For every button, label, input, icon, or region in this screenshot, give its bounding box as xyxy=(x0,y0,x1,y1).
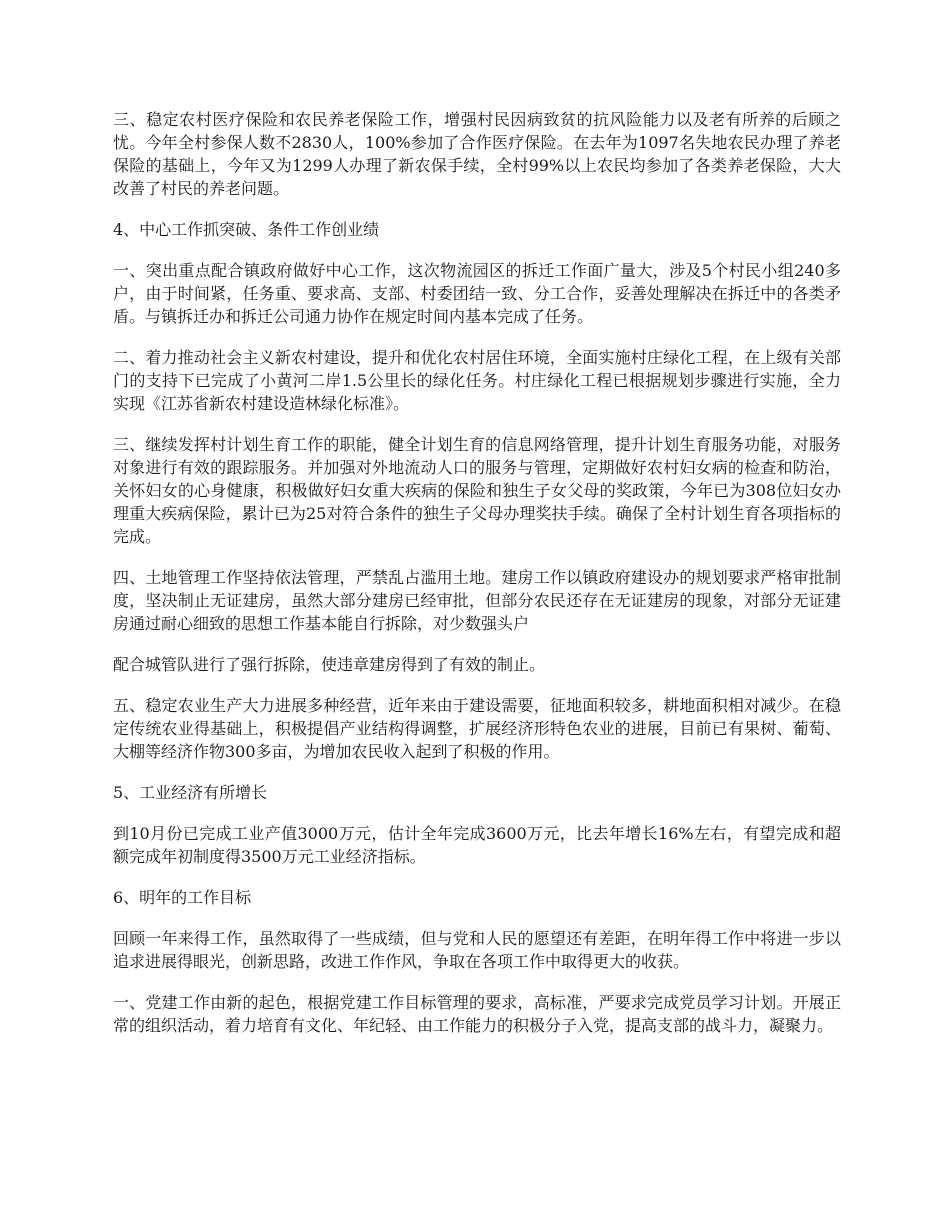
paragraph-demolition-work: 一、突出重点配合镇政府做好中心工作，这次物流园区的拆迁工作面广量大，涉及5个村民小组240多户，由于时间紧，任务重、要求高、支部、村委团结一致、分工合作，妥善处理解决在拆迁中的各类矛盾。与镇拆迁办和拆迁公司通力协作在规定时间内基本完成了任务。 xyxy=(113,261,841,326)
paragraph-land-management-continued: 配合城管队进行了强行拆除，使违章建房得到了有效的制止。 xyxy=(113,655,546,674)
paragraph-land-management: 四、土地管理工作坚持依法管理，严禁乱占滥用土地。建房工作以镇政府建设办的规划要求严格审批制度，坚决制止无证建房，虽然大部分建房已经审批，但部分农民还存在无证建房的现象，对部分无证建房通过耐心细致的思想工作基本能自行拆除，对少数强头户 xyxy=(113,568,841,633)
paragraph-family-planning: 三、继续发挥村计划生育工作的职能，健全计划生育的信息网络管理，提升计划生育服务功能，对服务对象进行有效的跟踪服务。并加强对外地流动人口的服务与管理，定期做好农村妇女病的检查和防治，关怀妇女的心身健康，积极做好妇女重大疾病的保险和独生子女父母的奖政策，今年已为308位妇女办理重大疾病保险，累计已为25对符合条件的独生子父母办理奖扶手续。确保了全村计划生育各项指标的完成。 xyxy=(113,435,841,546)
document-body xyxy=(113,108,841,1055)
paragraph-medical-pension-insurance: 三、稳定农村医疗保险和农民养老保险工作，增强村民因病致贫的抗风险能力以及老有所养的后顾之忧。今年全村参保人数不2830人，100%参加了合作医疗保险。在去年为1097名失地农民办理了养老保险的基础上，今年又为1299人办理了新农保手续，全村99%以上农民均参加了各类养老保险，大大改善了村民的养老问题。 xyxy=(113,110,841,198)
paragraph-industrial-output: 到10月份已完成工业产值3000万元，估计全年完成3600万元，比去年增长16%左右，有望完成和超额完成年初制度得3500万元工业经济指标。 xyxy=(113,824,841,866)
paragraph-new-countryside: 二、着力推动社会主义新农村建设，提升和优化农村居住环境，全面实施村庄绿化工程，在上级有关部门的支持下已完成了小黄河二岸1.5公里长的绿化任务。村庄绿化工程已根据规划步骤进行实施，全力实现《江苏省新农村建设造林绿化标准》。 xyxy=(113,348,841,413)
section-heading-5: 5、工业经济有所增长 xyxy=(113,783,268,802)
section-heading-4: 4、中心工作抓突破、条件工作创业绩 xyxy=(113,220,380,239)
paragraph-review: 回顾一年来得工作，虽然取得了一些成绩，但与党和人民的愿望还有差距，在明年得工作中将进一步以追求进展得眼光，创新思路，改进工作作风，争取在各项工作中取得更大的收获。 xyxy=(113,929,841,971)
paragraph-agriculture: 五、稳定农业生产大力进展多种经营，近年来由于建设需要，征地面积较多，耕地面积相对减少。在稳定传统农业得基础上，积极提倡产业结构得调整，扩展经济形特色农业的进展，目前已有果树、葡萄、大棚等经济作物300多亩，为增加农民收入起到了积极的作用。 xyxy=(113,696,841,761)
paragraph-party-building: 一、党建工作由新的起色，根据党建工作目标管理的要求，高标准，严要求完成党员学习计划。开展正常的组织活动，着力培育有文化、年纪轻、由工作能力的积极分子入党，提高支部的战斗力，凝聚力。 xyxy=(113,993,841,1035)
section-heading-6: 6、明年的工作目标 xyxy=(113,888,252,907)
